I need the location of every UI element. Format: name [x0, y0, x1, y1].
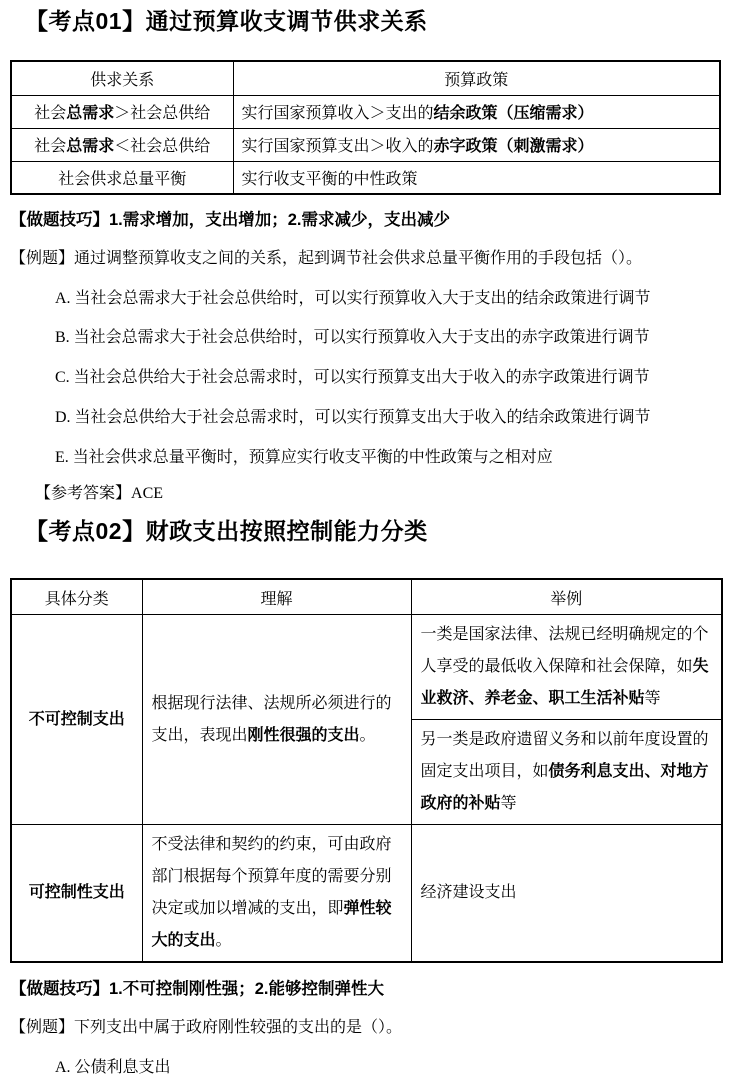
answer-value: ACE [131, 484, 164, 502]
question-label: 【例题】 [10, 1018, 75, 1036]
tips-line-2 [10, 979, 721, 1000]
option-item-a: A. 当社会总需求大于社会总供给时，可以实行预算收入大于支出的结余政策进行调节 [55, 289, 651, 307]
table-row [11, 95, 720, 128]
option-item-c: C. 当社会总供给大于社会总需求时，可以实行预算支出大于收入的赤字政策进行调节 [55, 369, 650, 387]
tips-text: 1.需求增加，支出增加；2.需求减少，支出减少 [109, 211, 451, 230]
example-cell: 一类是国家法律、法规已经明确规定的个人享受的最低收入保障和社会保障，如失业救济、养老金、职工生活补贴等 [411, 615, 722, 720]
answer-line-1 [35, 484, 721, 505]
relation-cell: 社会总需求＞社会总供给 [11, 95, 233, 128]
tips-label: 【做题技巧】 [10, 980, 109, 999]
option-item-d: D. 当社会总供给大于社会总需求时，可以实行预算支出大于收入的结余政策进行调节 [55, 409, 651, 427]
section1-title: 【考点01】通过预算收支调节供求关系 [25, 8, 428, 34]
option-item-b: B. 当社会总需求大于社会总供给时，可以实行预算收入大于支出的赤字政策进行调节 [55, 329, 650, 347]
relation-cell: 社会总需求＜社会总供给 [11, 128, 233, 161]
table1-header-policy: 预算政策 [233, 61, 720, 95]
policy-cell: 实行国家预算支出＞收入的赤字政策（刺激需求） [233, 128, 720, 161]
question-label: 【例题】 [10, 249, 75, 267]
table-row [11, 128, 720, 161]
expenditure-control-table [10, 578, 723, 964]
understanding-cell: 根据现行法律、法规所必须进行的支出，表现出刚性很强的支出。 [142, 615, 411, 825]
question-text: 通过调整预算收支之间的关系，起到调节社会供求总量平衡作用的手段包括（）。 [74, 249, 643, 267]
table-row [11, 825, 722, 963]
table1-header-relation: 供求关系 [11, 61, 233, 95]
option-item-a: A. 公债利息支出 [55, 1058, 171, 1076]
tips-text: 1.不可控制刚性强；2.能够控制弹性大 [109, 980, 385, 999]
section2-title: 【考点02】财政支出按照控制能力分类 [25, 518, 428, 545]
supply-demand-policy-table [10, 60, 721, 195]
example-question-2 [10, 1018, 721, 1039]
question-text: 下列支出中属于政府刚性较强的支出的是（）。 [74, 1018, 403, 1036]
table2-header-category: 具体分类 [11, 579, 142, 615]
table-row [11, 615, 722, 720]
relation-cell: 社会供求总量平衡 [11, 161, 233, 194]
table1-header-row [11, 61, 720, 95]
tips-label: 【做题技巧】 [10, 211, 109, 230]
example-cell: 另一类是政府遗留义务和以前年度设置的固定支出项目，如债务利息支出、对地方政府的补贴等 [411, 720, 722, 825]
tips-line-1 [10, 210, 721, 231]
answer-label: 【参考答案】 [35, 484, 132, 502]
understanding-cell: 不受法律和契约的约束，可由政府部门根据每个预算年度的需要分别决定或加以增减的支出，即弹性较大的支出。 [142, 825, 411, 963]
policy-cell: 实行国家预算收入＞支出的结余政策（压缩需求） [233, 95, 720, 128]
policy-cell: 实行收支平衡的中性政策 [233, 161, 720, 194]
example-question-1 [10, 249, 721, 270]
category-cell: 不可控制支出 [11, 615, 142, 825]
option-item-e: E. 当社会供求总量平衡时，预算应实行收支平衡的中性政策与之相对应 [55, 448, 553, 466]
table-row [11, 161, 720, 194]
example-cell: 经济建设支出 [411, 825, 722, 963]
table2-header-example: 举例 [411, 579, 722, 615]
category-cell: 可控制性支出 [11, 825, 142, 963]
table2-header-understanding: 理解 [142, 579, 411, 615]
table2-header-row [11, 579, 722, 615]
